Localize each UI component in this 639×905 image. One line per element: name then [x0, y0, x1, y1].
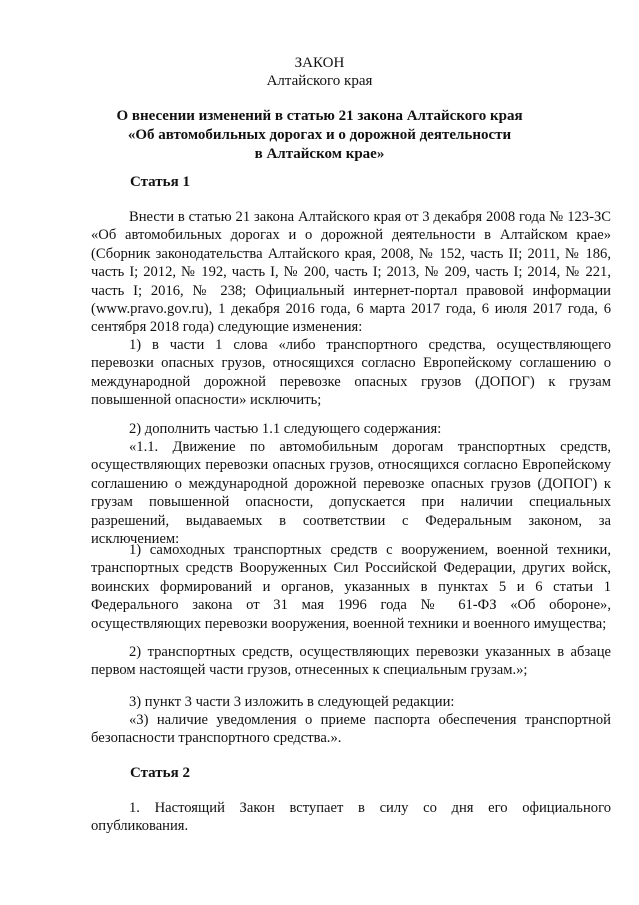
doc-type: ЗАКОН: [294, 55, 345, 71]
article-1-subitem-1: 1) самоходных транспортных средств с вооружением, военной техники, транспортных средств Вооруженных Сил Российской Федерации, других войск, воинских формирований и органов, указанных в пунктах 5 и 6 статьи 1 Федерального закона от 31 мая 1996 года № 61-ФЗ «Об обороне», осуществляющих перевозки вооружения, военной техники и военного имущества;: [91, 542, 611, 632]
article-1-heading: Статья 1: [130, 174, 190, 190]
article-1-item-1: 1) в части 1 слова «либо транспортного средства, осуществляющего перевозки опасных грузов, относящихся согласно Европейскому соглашению о международной дорожной перевозке опасных грузов (ДОПОГ) к грузам повышенной опасности» исключить;: [91, 337, 611, 409]
title-line-2: «Об автомобильных дорогах и о дорожной деятельности: [127, 127, 512, 143]
article-1-item-2: 2) дополнить частью 1.1 следующего содержания:: [129, 421, 442, 437]
article-2-item-1: 1. Настоящий Закон вступает в силу со дня его официального опубликования.: [91, 800, 611, 835]
title-line-3: в Алтайском крае»: [254, 146, 385, 162]
article-1-subitem-2: 2) транспортных средств, осуществляющих перевозки указанных в абзаце первом настоящей части грузов, отнесенных к специальным грузам.»;: [91, 644, 611, 679]
doc-region: Алтайского края: [266, 73, 373, 89]
article-1-intro: Внести в статью 21 закона Алтайского края от 3 декабря 2008 года № 123-ЗС «Об автомобильных дорогах и о дорожной деятельности в Алтайском крае» (Сборник законодательства Алтайского края, 2008, № 152, часть II; 2011, № 186, часть I; 2012, № 192, часть I, № 200, часть I; 2013, № 209, часть I; 2014, № 221, часть I; 2016, № 238; Официальный интернет-портал правовой информации (www.pravo.gov.ru), 1 декабря 2016 года, 6 марта 2017 года, 6 июля 2017 года, 6 сентября 2018 года) следующие изменения:: [91, 209, 611, 336]
article-1-point-3: «3) наличие уведомления о приеме паспорта обеспечения транспортной безопасности транспортного средства.».: [91, 712, 611, 747]
document-header: [0, 54, 639, 90]
article-2-heading: Статья 2: [130, 765, 190, 781]
article-1-part-1-1: «1.1. Движение по автомобильным дорогам транспортных средств, осуществляющих перевозки опасных грузов, относящихся согласно Европейскому соглашению о международной дорожной перевозке опасных грузов (ДОПОГ) к грузам повышенной опасности, допускается при наличии специальных разрешений, выдаваемых в соответствии с Федеральным законом, за исключением:: [91, 439, 611, 548]
article-1-item-3: 3) пункт 3 части 3 изложить в следующей редакции:: [129, 694, 455, 710]
title-line-1: О внесении изменений в статью 21 закона Алтайского края: [116, 108, 523, 124]
document-title: [0, 107, 639, 164]
